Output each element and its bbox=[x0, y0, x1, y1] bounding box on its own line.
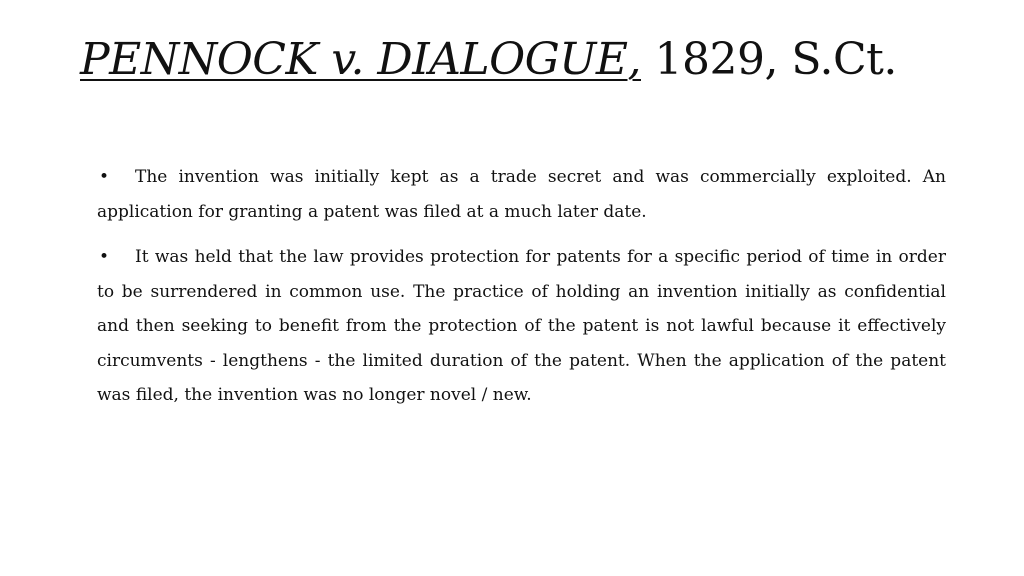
case-citation: 1829, S.Ct. bbox=[641, 34, 897, 85]
bullet-text: The invention was initially kept as a trade secret and was commercially exploited. An application for granting a patent was filed at a much later date. bbox=[97, 167, 946, 222]
bullet-point-2 bbox=[97, 240, 946, 413]
bullet-point-1 bbox=[97, 160, 946, 229]
case-name: PENNOCK v. DIALOGUE, bbox=[80, 34, 641, 85]
slide-title bbox=[80, 30, 897, 90]
bullet-marker: • bbox=[99, 167, 110, 187]
bullet-marker: • bbox=[99, 247, 110, 267]
bullet-text: It was held that the law provides protection for patents for a specific period of time in order to be surrendered in common use. The practice of holding an invention initially as confidential and then seeking to benefit from the protection of the patent is not lawful because it effectively circumvents - lengthens - the limited duration of the patent. When the application of the patent was filed, the invention was no longer novel / new. bbox=[97, 247, 946, 405]
slide-body bbox=[97, 160, 946, 424]
